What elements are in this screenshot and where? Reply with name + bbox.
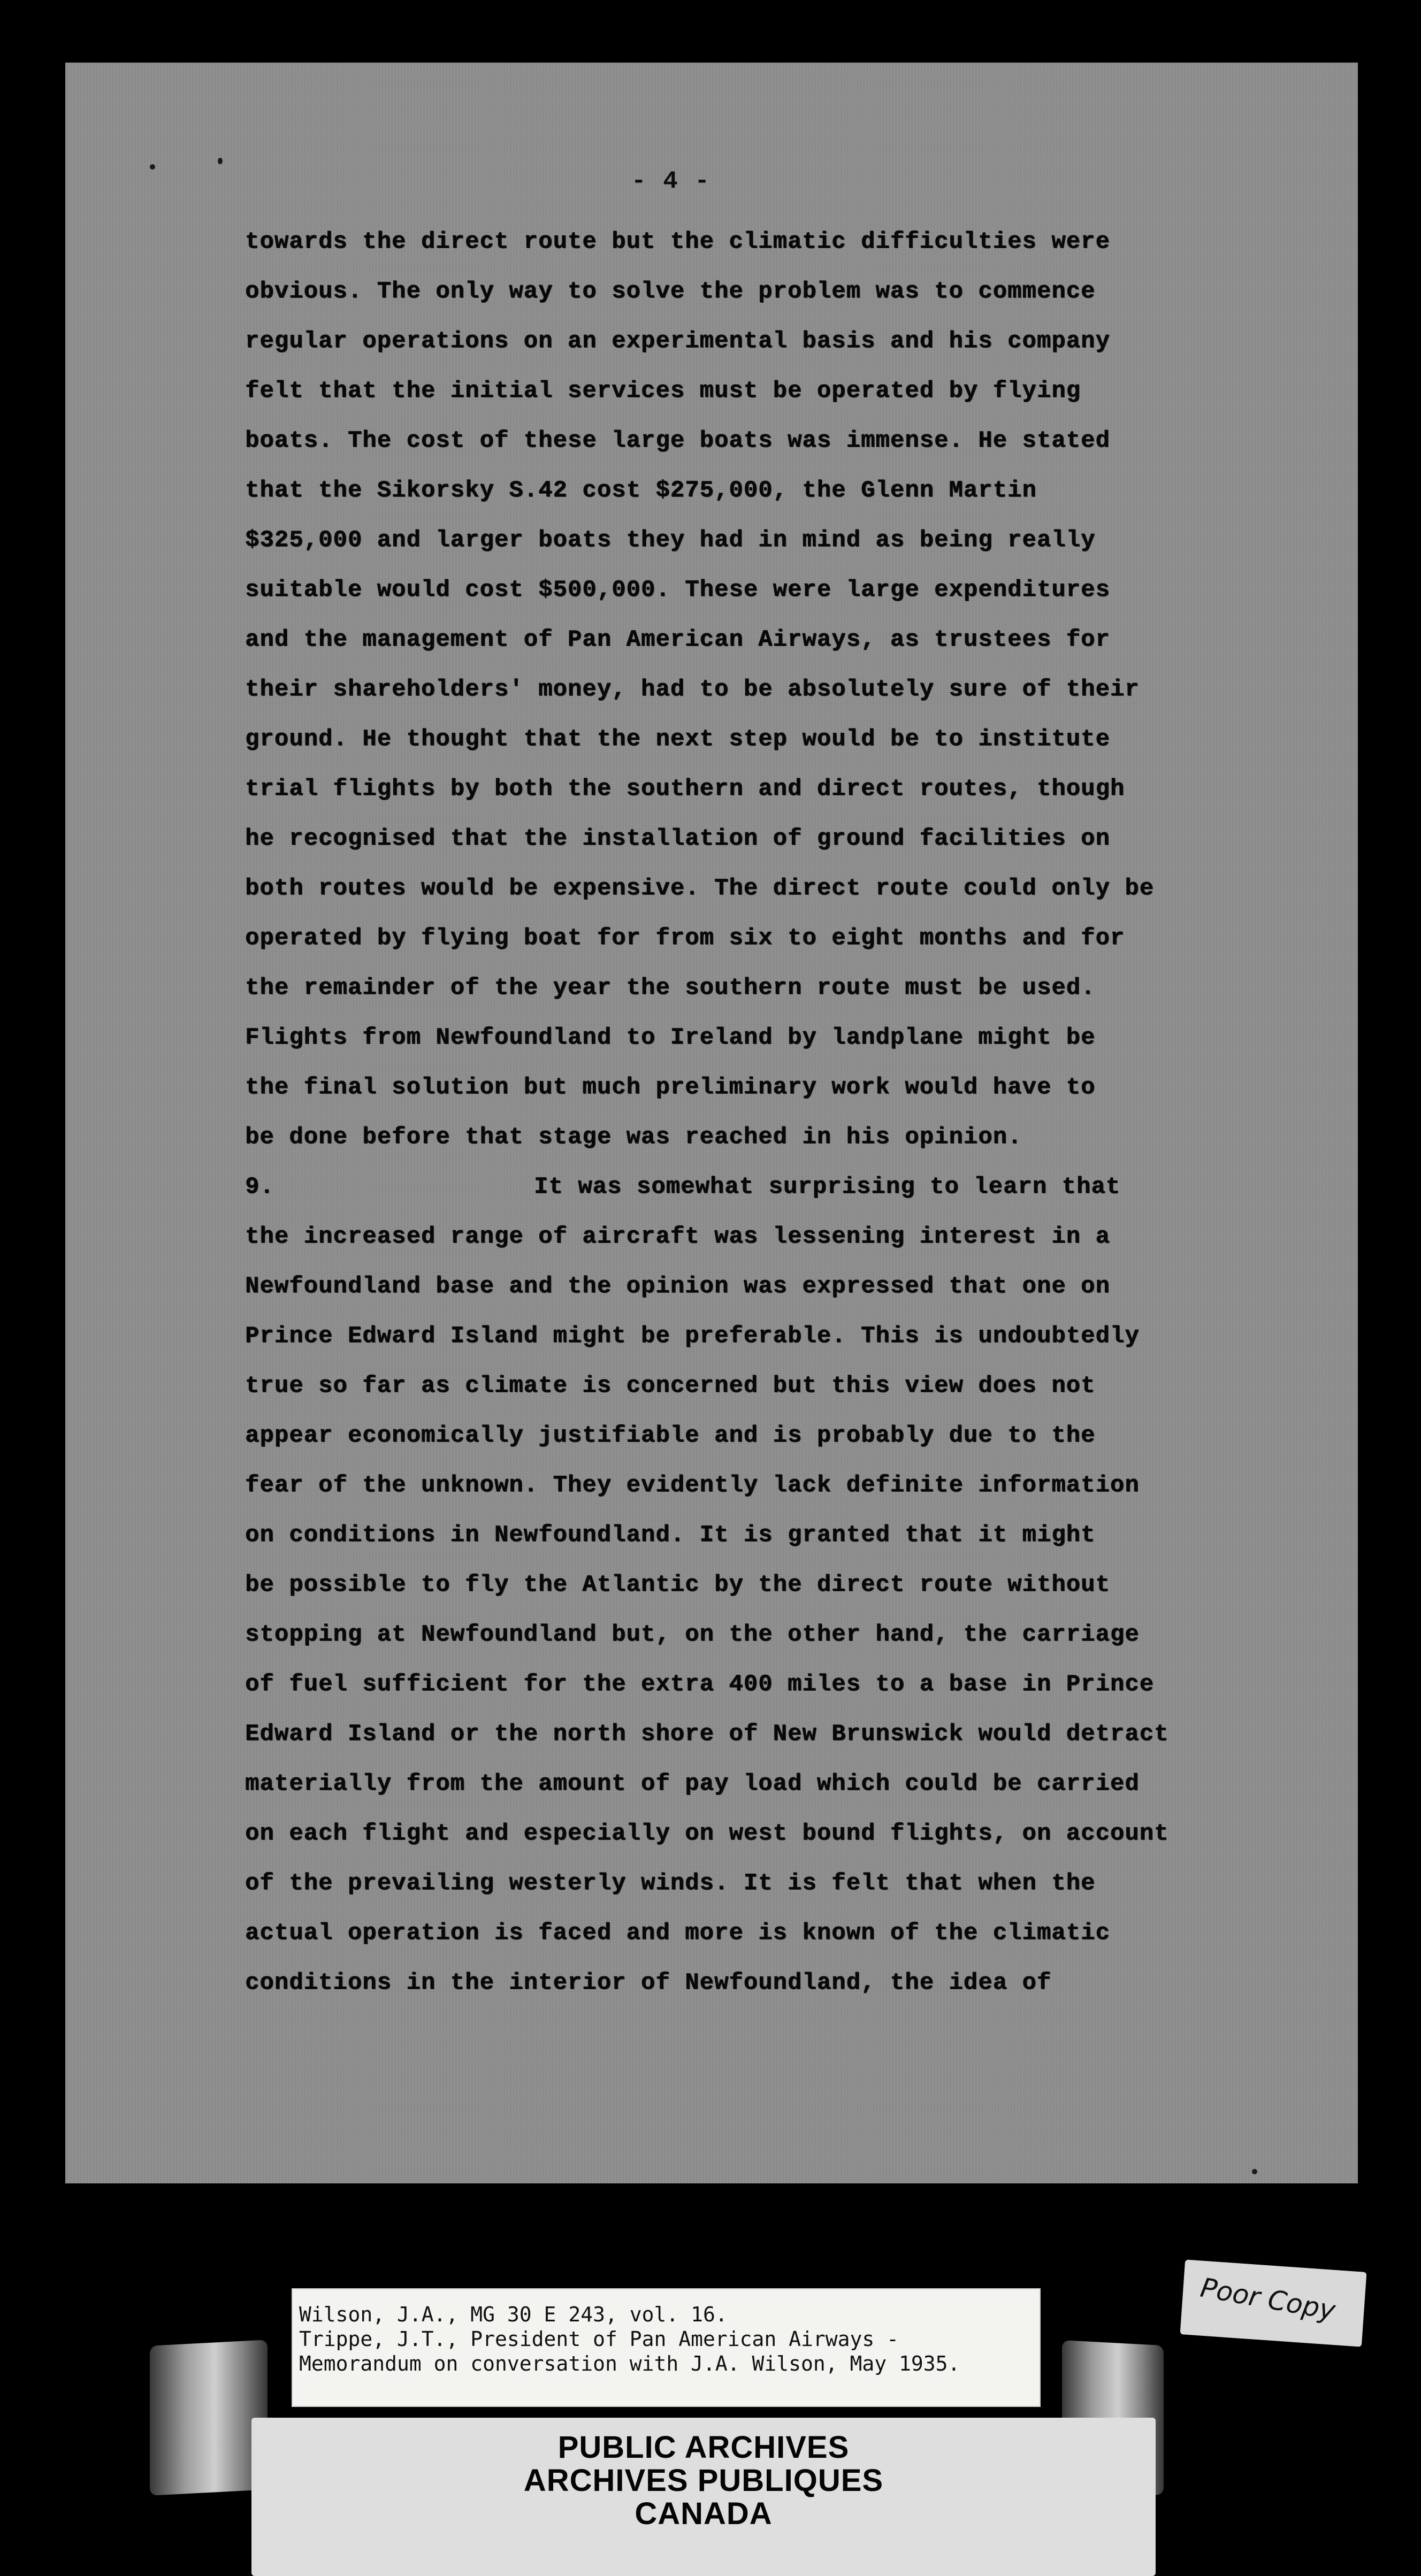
text-line: the remainder of the year the southern route must be used.: [245, 975, 1096, 1001]
text-line: their shareholders' money, had to be absolutely sure of their: [245, 676, 1140, 703]
text-line: on each flight and especially on west bound flights, on account: [245, 1820, 1169, 1847]
paragraph-number: 9.: [245, 1174, 274, 1200]
text-line: trial flights by both the southern and direct routes, though: [245, 776, 1125, 802]
paper-speck: [218, 158, 223, 164]
text-line: actual operation is faced and more is known of the climatic: [245, 1920, 1110, 1946]
text-line: stopping at Newfoundland but, on the other hand, the carriage: [245, 1621, 1140, 1648]
text-line: Edward Island or the north shore of New Brunswick would detract: [245, 1721, 1169, 1747]
archives-stamp: [251, 2418, 1156, 2576]
text-line: of the prevailing westerly winds. It is felt that when the: [245, 1870, 1096, 1897]
catalog-subject: Trippe, J.T., President of Pan American Airways -: [299, 2327, 899, 2351]
archives-line-english: PUBLIC ARCHIVES: [557, 2430, 850, 2465]
catalog-label: [292, 2288, 1041, 2407]
text-line: Flights from Newfoundland to Ireland by landplane might be: [245, 1024, 1096, 1051]
paragraph-9-opening: It was somewhat surprising to learn that: [534, 1174, 1121, 1200]
text-line: fear of the unknown. They evidently lack definite information: [245, 1472, 1140, 1499]
text-line: Newfoundland base and the opinion was expressed that one on: [245, 1273, 1110, 1300]
text-line: of fuel sufficient for the extra 400 miles to a base in Prince: [245, 1671, 1155, 1698]
catalog-description: Memorandum on conversation with J.A. Wilson, May 1935.: [299, 2352, 960, 2375]
page-number: - 4 -: [631, 167, 711, 195]
text-line: $325,000 and larger boats they had in mind as being really: [245, 527, 1096, 554]
text-line: and the management of Pan American Airways, as trustees for: [245, 626, 1110, 653]
text-line: suitable would cost $500,000. These were large expenditures: [245, 577, 1110, 603]
archives-stamp-text: [251, 2431, 1156, 2531]
text-line: ground. He thought that the next step would be to institute: [245, 726, 1110, 753]
text-line: true so far as climate is concerned but this view does not: [245, 1373, 1096, 1399]
catalog-reference: Wilson, J.A., MG 30 E 243, vol. 16.: [299, 2303, 728, 2326]
text-line: that the Sikorsky S.42 cost $275,000, the Glenn Martin: [245, 477, 1037, 504]
text-line: be possible to fly the Atlantic by the direct route without: [245, 1571, 1110, 1598]
paper-speck: [1252, 2169, 1257, 2174]
binder-clip-left: [150, 2340, 268, 2496]
text-line: operated by flying boat for from six to eight months and for: [245, 925, 1125, 952]
text-line: materially from the amount of pay load which could be carried: [245, 1770, 1140, 1797]
text-line: on conditions in Newfoundland. It is granted that it might: [245, 1522, 1096, 1548]
archives-line-french: ARCHIVES PUBLIQUES: [523, 2463, 884, 2498]
text-line: boats. The cost of these large boats was immense. He stated: [245, 427, 1110, 454]
text-line: the increased range of aircraft was lessening interest in a: [245, 1223, 1110, 1250]
text-line: conditions in the interior of Newfoundland, the idea of: [245, 1969, 1052, 1996]
text-line: Prince Edward Island might be preferable. This is undoubtedly: [245, 1323, 1140, 1350]
archives-line-country: CANADA: [635, 2496, 773, 2531]
text-line: the final solution but much preliminary work would have to: [245, 1074, 1096, 1101]
text-line: regular operations on an experimental basis and his company: [245, 328, 1110, 355]
text-line: he recognised that the installation of ground facilities on: [245, 825, 1110, 852]
text-line: towards the direct route but the climatic difficulties were: [245, 228, 1110, 255]
text-line: felt that the initial services must be operated by flying: [245, 378, 1081, 404]
paper-speck: [150, 164, 155, 170]
paragraph-9-first-line: [245, 1162, 1235, 1212]
typed-text-body: [245, 217, 1235, 2008]
poor-copy-tag: [1180, 2259, 1367, 2347]
text-line: appear economically justifiable and is probably due to the: [245, 1422, 1096, 1449]
text-line: be done before that stage was reached in his opinion.: [245, 1124, 1022, 1151]
text-line: obvious. The only way to solve the problem was to commence: [245, 278, 1096, 305]
text-line: both routes would be expensive. The direct route could only be: [245, 875, 1155, 902]
poor-copy-note: Poor Copy: [1198, 2272, 1338, 2326]
